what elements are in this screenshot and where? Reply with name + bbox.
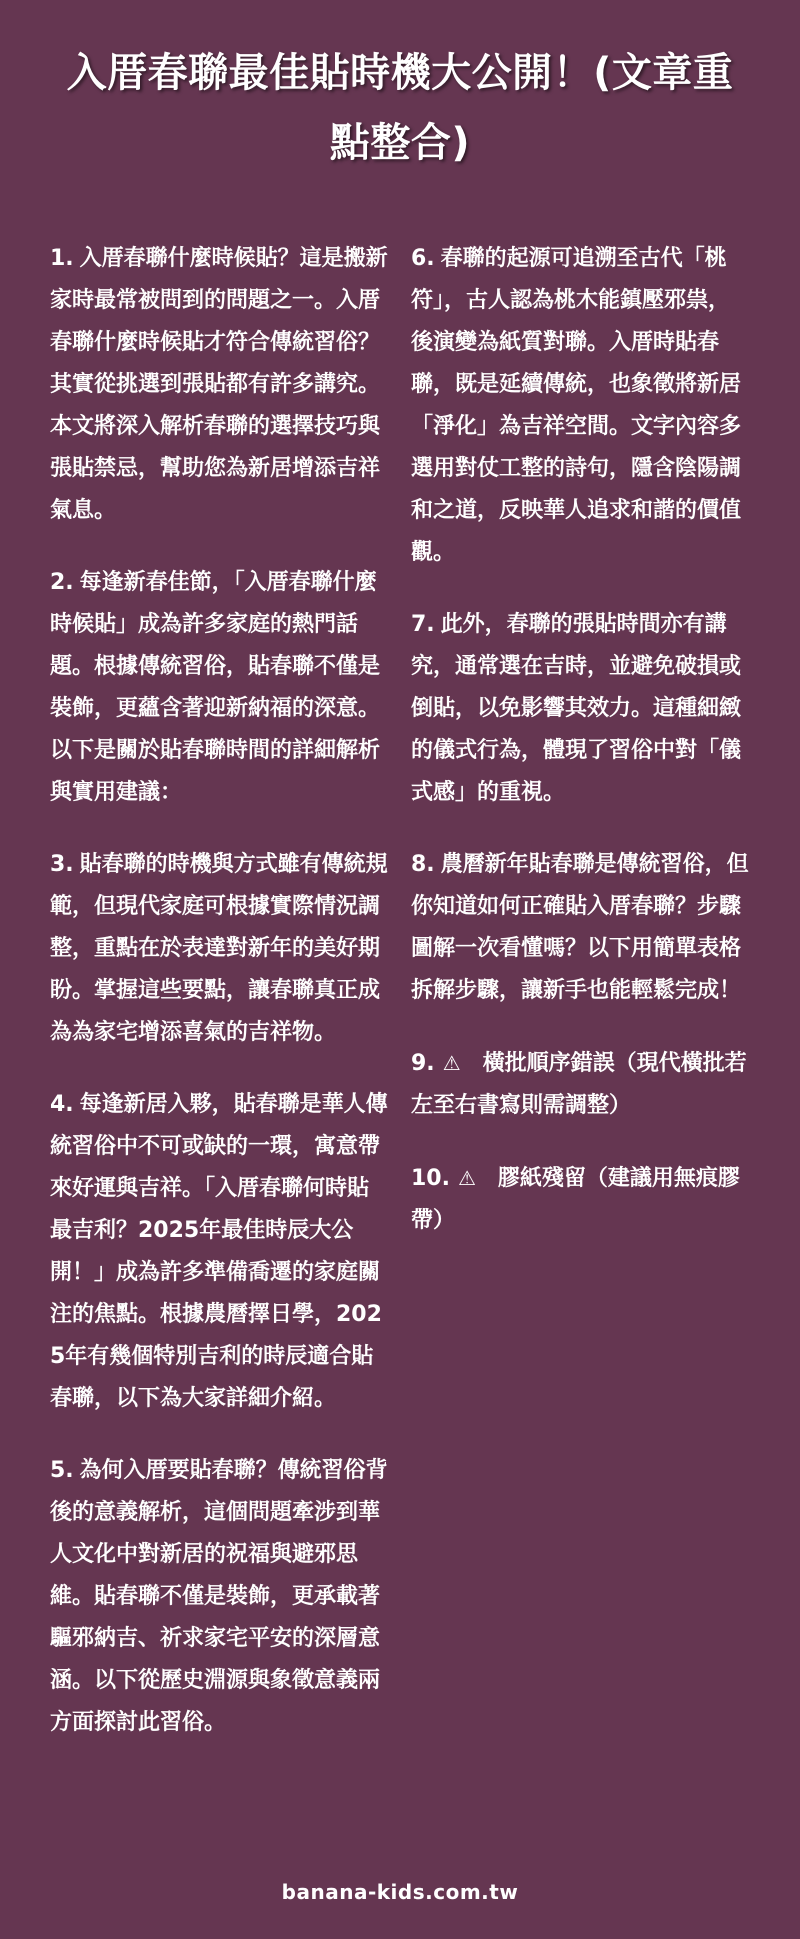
list-item bbox=[411, 844, 751, 1012]
warning-icon: ⚠ bbox=[457, 1166, 476, 1190]
page-title: 入厝春聯最佳貼時機大公開！(文章重點整合) bbox=[66, 50, 734, 166]
item-number: 7. bbox=[411, 612, 435, 637]
item-number: 4. bbox=[50, 1092, 74, 1117]
item-text: 每逢新居入夥，貼春聯是華人傳統習俗中不可或缺的一環，寓意帶來好運與吉祥。「入厝春聯何時貼最吉利？2025年最佳時辰大公開！」成為許多準備喬遷的家庭關注的焦點。根據農曆擇日學，2025年有幾個特別吉利的時辰適合貼春聯，以下為大家詳細介紹。 bbox=[50, 1092, 388, 1411]
item-number: 5. bbox=[50, 1458, 74, 1483]
left-column bbox=[50, 238, 390, 1774]
item-number: 9. bbox=[411, 1051, 435, 1076]
list-item bbox=[50, 1084, 390, 1420]
item-text: 入厝春聯什麼時候貼？這是搬新家時最常被問到的問題之一。入厝春聯什麼時候貼才符合傳統習俗？其實從挑選到張貼都有許多講究。本文將深入解析春聯的選擇技巧與張貼禁忌，幫助您為新居增添吉祥氣息。 bbox=[50, 246, 388, 523]
list-item bbox=[411, 604, 751, 814]
item-number: 10. bbox=[411, 1166, 450, 1191]
item-text: 此外，春聯的張貼時間亦有講究，通常選在吉時，並避免破損或倒貼，以免影響其效力。這種細緻的儀式行為，體現了習俗中對「儀式感」的重視。 bbox=[411, 612, 742, 805]
warning-icon: ⚠ bbox=[442, 1051, 461, 1075]
list-item bbox=[411, 1157, 751, 1242]
item-text: 橫批順序錯誤（現代橫批若左至右書寫則需調整） bbox=[411, 1051, 747, 1118]
footer-site-url: banana-kids.com.tw bbox=[281, 1880, 519, 1904]
right-column bbox=[411, 238, 751, 1272]
list-item bbox=[411, 1042, 751, 1127]
item-text: 貼春聯的時機與方式雖有傳統規範，但現代家庭可根據實際情況調整，重點在於表達對新年的美好期盼。掌握這些要點，讓春聯真正成為為家宅增添喜氣的吉祥物。 bbox=[50, 852, 388, 1045]
item-number: 3. bbox=[50, 852, 74, 877]
list-item bbox=[50, 1450, 390, 1744]
item-number: 6. bbox=[411, 246, 435, 271]
item-text: 為何入厝要貼春聯？傳統習俗背後的意義解析，這個問題牽涉到華人文化中對新居的祝福與避邪思維。貼春聯不僅是裝飾，更承載著驅邪納吉、祈求家宅平安的深層意涵。以下從歷史淵源與象徵意義兩方面探討此習俗。 bbox=[50, 1458, 388, 1735]
list-item bbox=[50, 844, 390, 1054]
item-text: 春聯的起源可追溯至古代「桃符」，古人認為桃木能鎮壓邪祟，後演變為紙質對聯。入厝時貼春聯，既是延續傳統，也象徵將新居「淨化」為吉祥空間。文字內容多選用對仗工整的詩句，隱含陰陽調和之道，反映華人追求和諧的價值觀。 bbox=[411, 246, 742, 565]
item-text: 膠紙殘留（建議用無痕膠帶） bbox=[411, 1166, 740, 1233]
item-text: 每逢新春佳節，「入厝春聯什麼時候貼」成為許多家庭的熱門話題。根據傳統習俗，貼春聯不僅是裝飾，更蘊含著迎新納福的深意。以下是關於貼春聯時間的詳細解析與實用建議： bbox=[50, 570, 381, 805]
item-number: 2. bbox=[50, 570, 74, 595]
item-number: 8. bbox=[411, 852, 435, 877]
item-number: 1. bbox=[50, 246, 74, 271]
list-item bbox=[50, 238, 390, 532]
list-item bbox=[411, 238, 751, 574]
list-item bbox=[50, 562, 390, 814]
item-text: 農曆新年貼春聯是傳統習俗，但你知道如何正確貼入厝春聯？步驟圖解一次看懂嗎？以下用簡單表格拆解步驟，讓新手也能輕鬆完成！ bbox=[411, 852, 749, 1003]
